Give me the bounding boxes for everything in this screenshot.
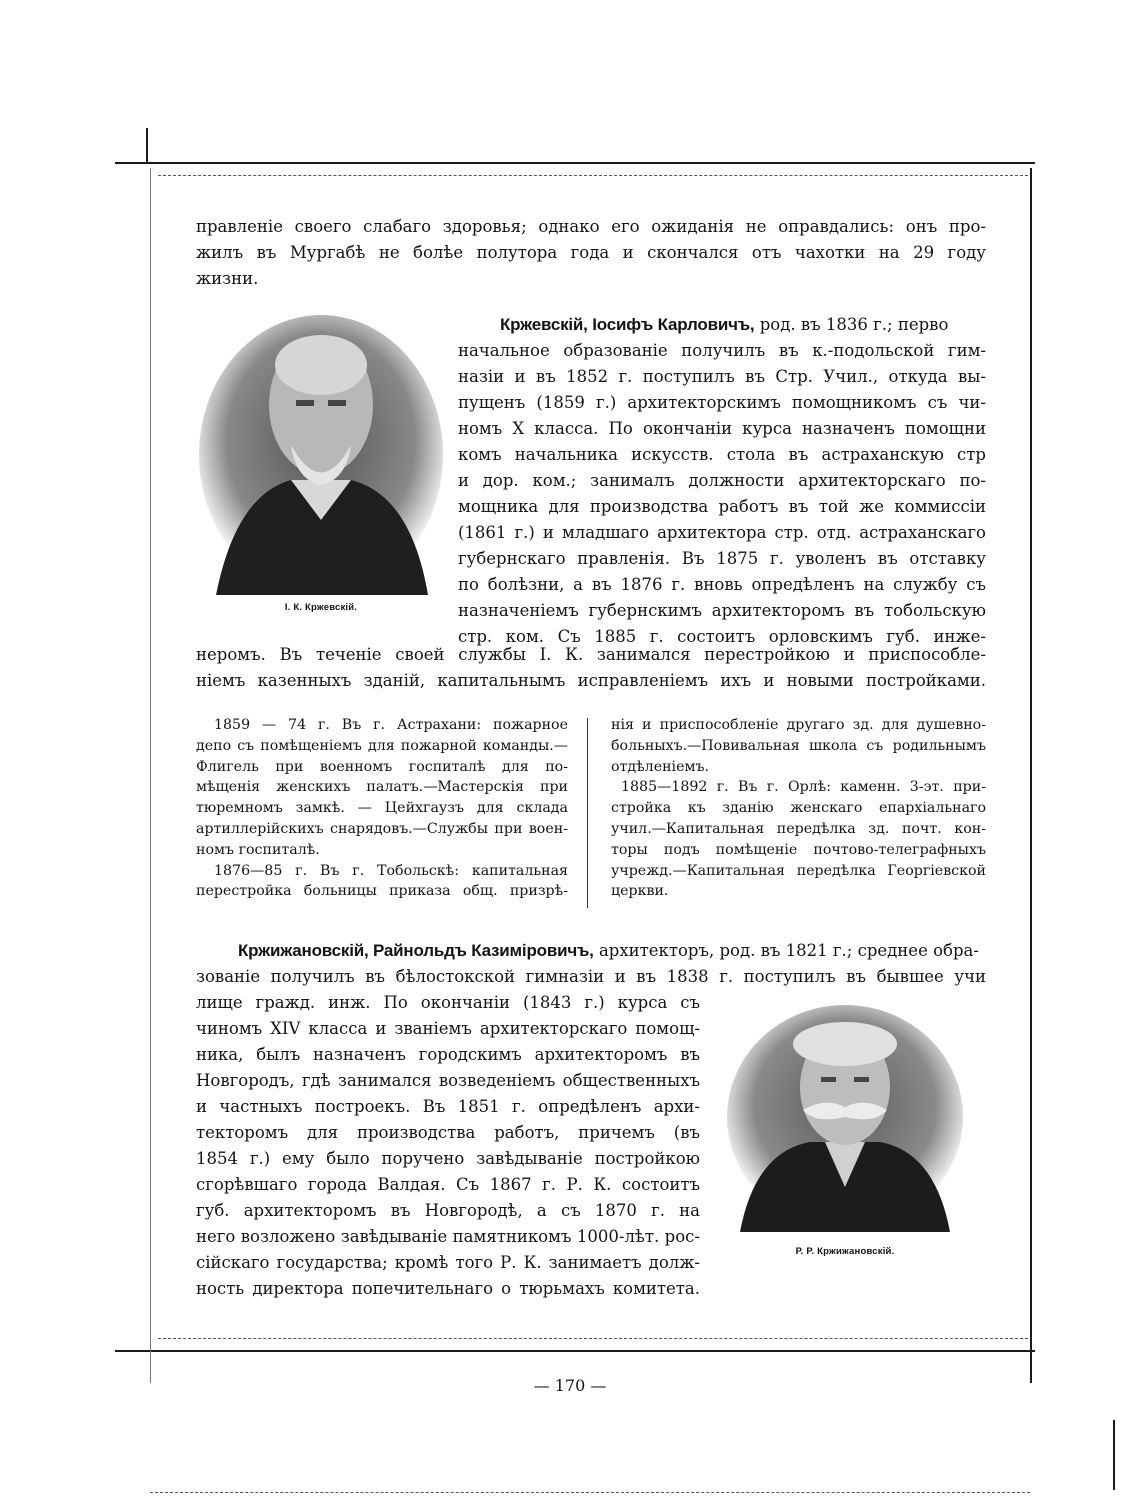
entry1-first-line bbox=[458, 312, 986, 338]
works-line: артиллерійскихъ снарядовъ.—Службы при воен- bbox=[196, 820, 568, 837]
text-line: архитекторъ, род. въ 1821 г.; среднее обра- bbox=[598, 941, 979, 960]
entry2-first-line bbox=[196, 938, 986, 964]
text-line: и дор. ком.; занималъ должности архитекторскаго по- bbox=[458, 471, 986, 490]
works-line: 1885—1892 г. Въ г. Орлѣ: каменн. 3-эт. при- bbox=[621, 779, 986, 796]
portrait-caption: І. К. Кржевскій. bbox=[284, 602, 358, 613]
text-line: стр. ком. Съ 1885 г. состоитъ орловскимъ губ. инже- bbox=[458, 627, 986, 646]
works-column-divider bbox=[587, 718, 588, 908]
text-line: сгорѣвшаго города Валдая. Съ 1867 г. Р. К. состоитъ bbox=[196, 1175, 700, 1194]
works-line: мѣщенія женскихъ палатъ.—Мастерскія при bbox=[196, 779, 568, 796]
page-number: — 170 — bbox=[533, 1376, 607, 1395]
works-line: нія и приспособленіе другаго зд. для душевно- bbox=[611, 717, 986, 733]
frame-left-rule bbox=[150, 168, 151, 1383]
works-line: Флигель при военномъ госпиталѣ для по- bbox=[196, 758, 568, 775]
text-line: мощника для производства работъ въ той же коммиссіи bbox=[458, 497, 986, 516]
text-line: ніемъ казенныхъ зданій, капитальнымъ исправленіемъ ихъ и новыми постройками. bbox=[196, 671, 986, 690]
text-line: по болѣзни, а въ 1876 г. вновь опредѣленъ на службу съ bbox=[458, 575, 986, 594]
entry-heading-name: Кржижановскій, Райнольдъ Казиміровичъ, bbox=[238, 941, 594, 960]
text-line: жизни. bbox=[196, 269, 259, 288]
text-line: неромъ. Въ теченіе своей службы І. К. занимался перестройкою и приспособле- bbox=[196, 645, 986, 664]
text-line: губернскаго правленія. Въ 1875 г. уволенъ въ отставку bbox=[458, 549, 986, 568]
text-line: жилъ въ Мургабѣ не болѣе полутора года и скончался отъ чахотки на 29 году bbox=[196, 243, 986, 262]
works-line: 1876—85 г. Въ г. Тобольскѣ: капитальная bbox=[214, 862, 568, 879]
works-line: учил.—Капитальная передѣлка зд. почт. кон- bbox=[611, 820, 986, 837]
text-line: и частныхъ построекъ. Въ 1851 г. опредѣленъ архи- bbox=[196, 1097, 700, 1116]
text-line: назіи и въ 1852 г. поступилъ въ Стр. Учил., откуда вы- bbox=[458, 367, 986, 386]
text-line: (1861 г.) и младшаго архитектора стр. отд. астраханскаго bbox=[458, 523, 986, 542]
portrait-krzhevsky bbox=[196, 305, 446, 595]
works-line: 1859 — 74 г. Въ г. Астрахани: пожарное bbox=[214, 717, 568, 733]
works-line: номъ госпиталѣ. bbox=[196, 841, 320, 858]
works-line: депо съ помѣщеніемъ для пожарной команды.— bbox=[196, 737, 568, 754]
bottom-edge-dash bbox=[150, 1492, 1030, 1493]
text-line: ника, былъ назначенъ городскимъ архитекторомъ въ bbox=[196, 1045, 700, 1064]
text-line: номъ X класса. По окончаніи курса назначенъ помощни bbox=[458, 419, 986, 438]
works-line: отдѣленіемъ. bbox=[611, 758, 710, 775]
text-line: текторомъ для производства работъ, причемъ (въ bbox=[196, 1123, 700, 1142]
text-line: назначеніемъ губернскимъ архитекторомъ въ тобольскую bbox=[458, 601, 986, 620]
works-line: перестройка больницы приказа общ. призрѣ- bbox=[196, 883, 568, 900]
frame-bottom-rule bbox=[115, 1350, 1035, 1352]
text-line: него возложено завѣдываніе памятникомъ 1000-лѣт. рос- bbox=[196, 1227, 700, 1246]
works-column-left bbox=[196, 715, 568, 902]
frame-top-rule bbox=[115, 162, 1035, 164]
works-column-right bbox=[611, 715, 986, 902]
frame-left-tick-top bbox=[146, 128, 148, 164]
entry1-full-width-text bbox=[196, 642, 986, 694]
entry2-full-width-text bbox=[196, 938, 986, 990]
text-line: начальное образованіе получилъ въ к.-подольской гим- bbox=[458, 341, 986, 360]
portrait-krzhizhanovsky bbox=[725, 1002, 965, 1232]
works-line: больныхъ.—Повивальная школа съ родильнымъ bbox=[611, 737, 986, 754]
text-line: лище гражд. инж. По окончаніи (1843 г.) курса съ bbox=[196, 993, 700, 1012]
works-line: торы подъ помѣщеніе почтово-телеграфныхъ bbox=[611, 841, 986, 858]
entry1-wrapped-text bbox=[458, 312, 986, 650]
frame-inner-bottom-dash bbox=[158, 1338, 1028, 1339]
text-line: комъ начальника искусств. стола въ астраханскую стр bbox=[458, 445, 986, 464]
text-line: сійскаго государства; кромѣ того Р. К. занимаетъ долж- bbox=[196, 1253, 700, 1272]
works-line: тюремномъ замкѣ. — Цейхгаузъ для склада bbox=[196, 800, 568, 817]
right-edge-mark bbox=[1113, 1420, 1115, 1490]
text-line: зованіе получилъ въ бѣлостокской гимназіи и въ 1838 г. поступилъ въ бывшее учи bbox=[196, 967, 986, 986]
text-line: правленіе своего слабаго здоровья; однако его ожиданія не оправдались: онъ про- bbox=[196, 217, 986, 236]
portrait-caption: Р. Р. Кржижановскій. bbox=[795, 1246, 895, 1257]
text-line: Новгородъ, гдѣ занимался возведеніемъ общественныхъ bbox=[196, 1071, 700, 1090]
frame-right-rule bbox=[1030, 168, 1032, 1383]
text-line: ность директора попечительнаго о тюрьмахъ комитета. bbox=[196, 1279, 700, 1298]
works-line: стройка къ зданію женскаго епархіальнаго bbox=[611, 800, 986, 817]
works-line: церкви. bbox=[611, 883, 669, 900]
entry-heading-name: Кржевскій, Іосифъ Карловичъ, bbox=[500, 315, 755, 334]
works-line: учрежд.—Капитальная передѣлка Георгіевской bbox=[611, 862, 986, 879]
text-line: 1854 г.) ему было поручено завѣдываніе постройкою bbox=[196, 1149, 700, 1168]
frame-inner-top-dash bbox=[158, 175, 1028, 176]
text-line: чиномъ XIV класса и званіемъ архитекторскаго помощ- bbox=[196, 1019, 700, 1038]
entry2-wrapped-text bbox=[196, 990, 700, 1302]
text-line: пущенъ (1859 г.) архитекторскимъ помощникомъ съ чи- bbox=[458, 393, 986, 412]
top-paragraph bbox=[196, 214, 986, 292]
text-line: род. въ 1836 г.; перво bbox=[759, 315, 949, 334]
text-line: губ. архитекторомъ въ Новгородѣ, а съ 1870 г. на bbox=[196, 1201, 700, 1220]
